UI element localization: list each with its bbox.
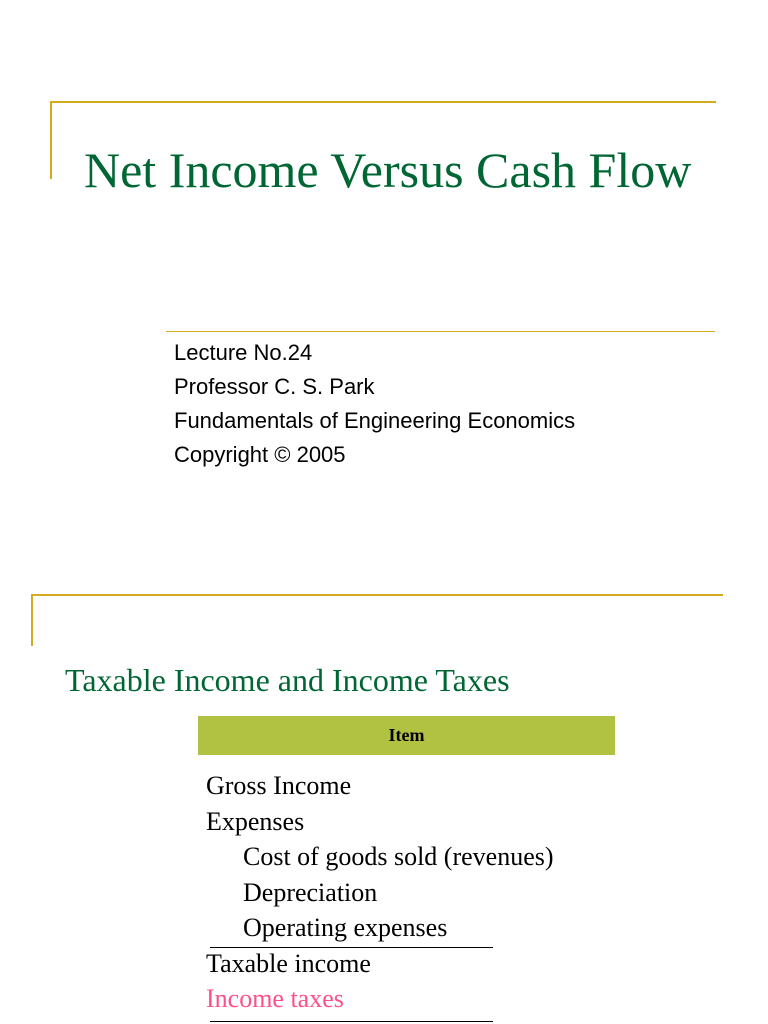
left-accent-line — [31, 594, 33, 646]
table-header-item: Item — [198, 716, 615, 755]
left-accent-line — [50, 101, 52, 179]
income-item: Depreciation — [243, 877, 378, 907]
total-rule — [210, 1021, 493, 1022]
copyright-line: Copyright © 2005 — [174, 442, 346, 467]
income-item: Cost of goods sold (revenues) — [243, 842, 554, 871]
income-items-list — [206, 768, 554, 1017]
income-item: Gross Income — [206, 771, 352, 800]
slide-title: Taxable Income and Income Taxes — [65, 662, 510, 698]
top-accent-line — [31, 594, 723, 596]
lecture-number: Lecture No.24 — [174, 340, 313, 365]
income-item: Expenses — [206, 806, 305, 836]
taxable-income-slide — [0, 580, 768, 1024]
income-item: Taxable income — [206, 948, 371, 978]
top-accent-line — [50, 101, 716, 103]
subtitle-accent-line — [166, 331, 715, 332]
subtotal-rule — [210, 947, 493, 948]
income-item: Income taxes — [206, 984, 344, 1013]
professor-name: Professor C. S. Park — [174, 374, 375, 399]
income-item: Operating expenses — [243, 913, 448, 942]
course-name: Fundamentals of Engineering Economics — [174, 408, 576, 433]
slide-title: Net Income Versus Cash Flow — [84, 142, 692, 198]
subtitle-list — [174, 336, 575, 472]
